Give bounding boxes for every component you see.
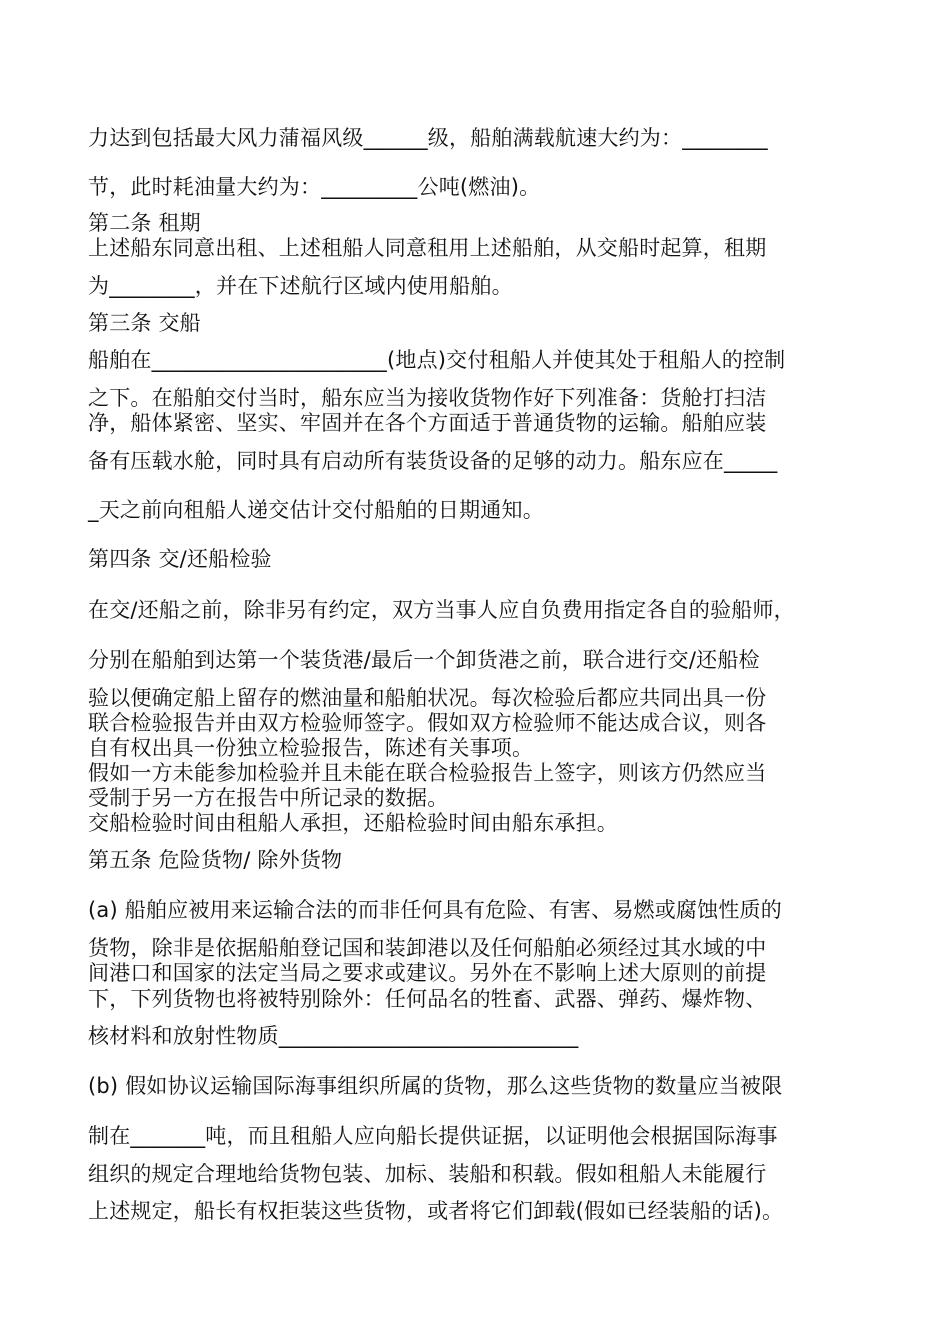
heading-article-5: 第五条 危险货物/ 除外货物 — [88, 848, 343, 872]
heading-article-4: 第四条 交/还船检验 — [88, 547, 272, 571]
text-line-imo-goods-2: 制在_______吨，而且租船人应向船长提供证据，以证明他会根据国际海事 — [88, 1124, 778, 1148]
text-line-imo-goods-3: 组织的规定合理地给货物包装、加标、装船和积载。假如租船人未能履行 — [88, 1162, 767, 1186]
text-line-imo-goods-1: (b) 假如协议运输国际海事组织所属的货物，那么这些货物的数量应当被限 — [88, 1074, 783, 1098]
text-line-survey-4: 联合检验报告并由双方检验师签字。假如双方检验师不能达成合议，则各 — [88, 711, 767, 735]
text-line-imo-goods-4: 上述规定，船长有权拒装这些货物，或者将它们卸载(假如已经装船的话)。 — [88, 1199, 784, 1223]
text-line-dangerous-goods-4: 下，下列货物也将被特别除外：任何品名的牲畜、武器、弹药、爆炸物、 — [88, 987, 767, 1011]
text-line-survey-5: 自有权出具一份独立检验报告，陈述有关事项。 — [88, 736, 534, 760]
text-line-dangerous-goods-1: (a) 船舶应被用来运输合法的而非任何具有危险、有害、易燃或腐蚀性质的 — [88, 898, 782, 922]
text-line-wind-speed: 力达到包括最大风力蒲福风级______级，船舶满载航速大约为：________ — [88, 126, 768, 150]
text-line-dangerous-goods-5: 核材料和放射性物质____________________________ — [88, 1024, 579, 1048]
text-line-charter-period-1: 上述船东同意出租、上述租船人同意租用上述船舶，从交船时起算，租期 — [88, 236, 767, 260]
text-line-survey-2: 分别在船舶到达第一个装货港/最后一个卸货港之前，联合进行交/还船检 — [88, 648, 760, 672]
heading-article-3: 第三条 交船 — [88, 311, 201, 335]
text-line-survey-3: 验以便确定船上留存的燃油量和船舶状况。每次检验后都应共同出具一份 — [88, 686, 767, 710]
text-line-survey-8: 交船检验时间由租船人承担，还船检验时间由船东承担。 — [88, 811, 618, 835]
text-line-delivery-1: 船舶在______________________(地点)交付租船人并使其处于租船人的控制 — [88, 348, 786, 372]
text-line-delivery-5: _天之前向租船人递交估计交付船舶的日期通知。 — [88, 498, 544, 522]
text-line-survey-7: 受制于另一方在报告中所记录的数据。 — [88, 786, 449, 810]
text-line-fuel-consumption: 节，此时耗油量大约为：_________公吨(燃油)。 — [88, 175, 541, 199]
text-line-survey-6: 假如一方未能参加检验并且未能在联合检验报告上签字，则该方仍然应当 — [88, 761, 767, 785]
text-line-dangerous-goods-2: 货物，除非是依据船舶登记国和装卸港以及任何船舶必须经过其水域的中 — [88, 936, 767, 960]
text-line-dangerous-goods-3: 间港口和国家的法定当局之要求或建议。另外在不影响上述大原则的前提 — [88, 961, 767, 985]
heading-article-2: 第二条 租期 — [88, 211, 201, 235]
text-line-delivery-3: 净，船体紧密、坚实、牢固并在各个方面适于普通货物的运输。船舶应装 — [88, 411, 767, 435]
text-line-delivery-4: 备有压载水舱，同时具有启动所有装货设备的足够的动力。船东应在_____ — [88, 449, 778, 473]
text-line-charter-period-2: 为________，并在下述航行区域内使用船舶。 — [88, 274, 513, 298]
text-line-delivery-2: 之下。在船舶交付当时，船东应当为接收货物作好下列准备：货舱打扫洁 — [88, 386, 767, 410]
text-line-survey-1: 在交/还船之前，除非另有约定，双方当事人应自负费用指定各自的验船师， — [88, 598, 795, 622]
